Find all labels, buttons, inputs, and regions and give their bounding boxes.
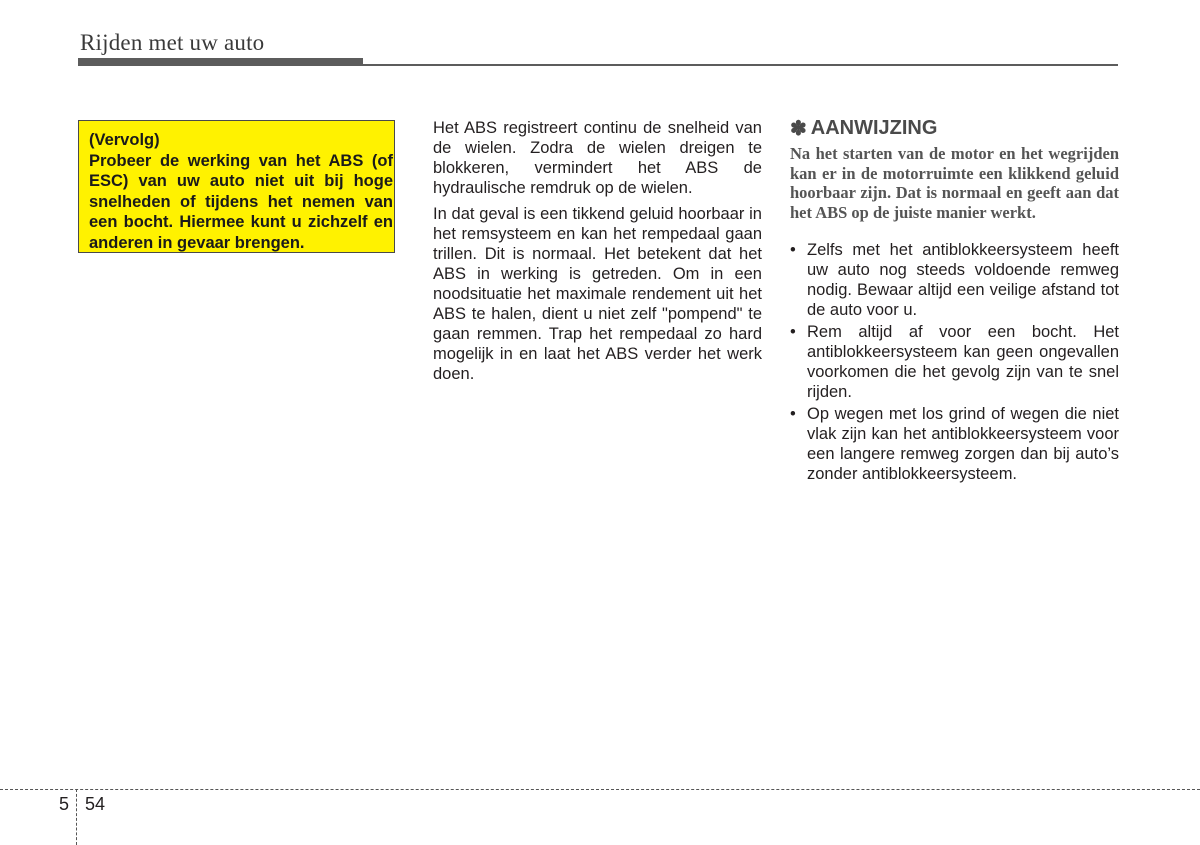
asterisk-icon: ✽ [790,118,807,140]
right-column [790,116,1119,486]
bullet-list [790,240,1119,484]
note-body: Na het starten van de motor en het wegrijden kan er in de motorruimte een klikkend geluid hoorbaar zijn. Dat is normaal en geeft aan dat het ABS op de juiste manier werkt. [790,144,1119,222]
note-heading-label: AANWIJZING [810,117,938,139]
page-number: 54 [85,794,106,814]
paragraph-abs-noise: In dat geval is een tikkend geluid hoorbaar in het remsysteem en kan het rempedaal gaan trillen. Dit is normaal. Het betekent dat het ABS in werking is getreden. Om in een noodsituatie het maximale rendement uit het ABS te halen, dient u niet zelf "pompend" te gaan remmen. Trap het rempedaal zo hard mogelijk in en laat het ABS verder het werk doen. [433,205,762,383]
footer-vertical-divider [76,789,77,845]
list-item-text: Rem altijd af voor een bocht. Het antiblokkeersysteem kan geen ongevallen voorkomen die het gevolg zijn van te snel rijden. [807,323,1119,402]
page-header-title: Rijden met uw auto [80,30,265,55]
chapter-number: 5 [59,794,70,814]
header-rule [78,64,1118,66]
warning-text: Probeer de werking van het ABS (of ESC) van uw auto niet uit bij hoge snelheden of tijdens het nemen van een bocht. Hiermee kunt u zichzelf en anderen in gevaar brengen. [89,151,393,252]
middle-column [433,118,762,390]
list-item-text: Zelfs met het antiblokkeersysteem heeft uw auto nog steeds voldoende remweg nodig. Bewaar altijd een veilige afstand tot de auto voor u. [807,241,1119,320]
bullet-icon: • [790,323,796,342]
list-item-text: Op wegen met los grind of wegen die niet vlak zijn kan het antiblokkeersysteem voor een langere remweg zorgen dan bij auto’s zonder antiblokkeersysteem. [807,405,1119,484]
footer-divider [0,789,1200,790]
warning-continued-label: (Vervolg) [89,131,160,149]
list-item [790,404,1119,484]
warning-box [78,120,395,253]
paragraph-abs-monitoring: Het ABS registreert continu de snelheid van de wielen. Zodra de wielen dreigen te blokkeren, vermindert het ABS de hydraulische remdruk op de wielen. [433,119,762,197]
list-item [790,240,1119,320]
list-item [790,322,1119,402]
note-heading [790,116,1119,141]
bullet-icon: • [790,405,796,424]
bullet-icon: • [790,241,796,260]
